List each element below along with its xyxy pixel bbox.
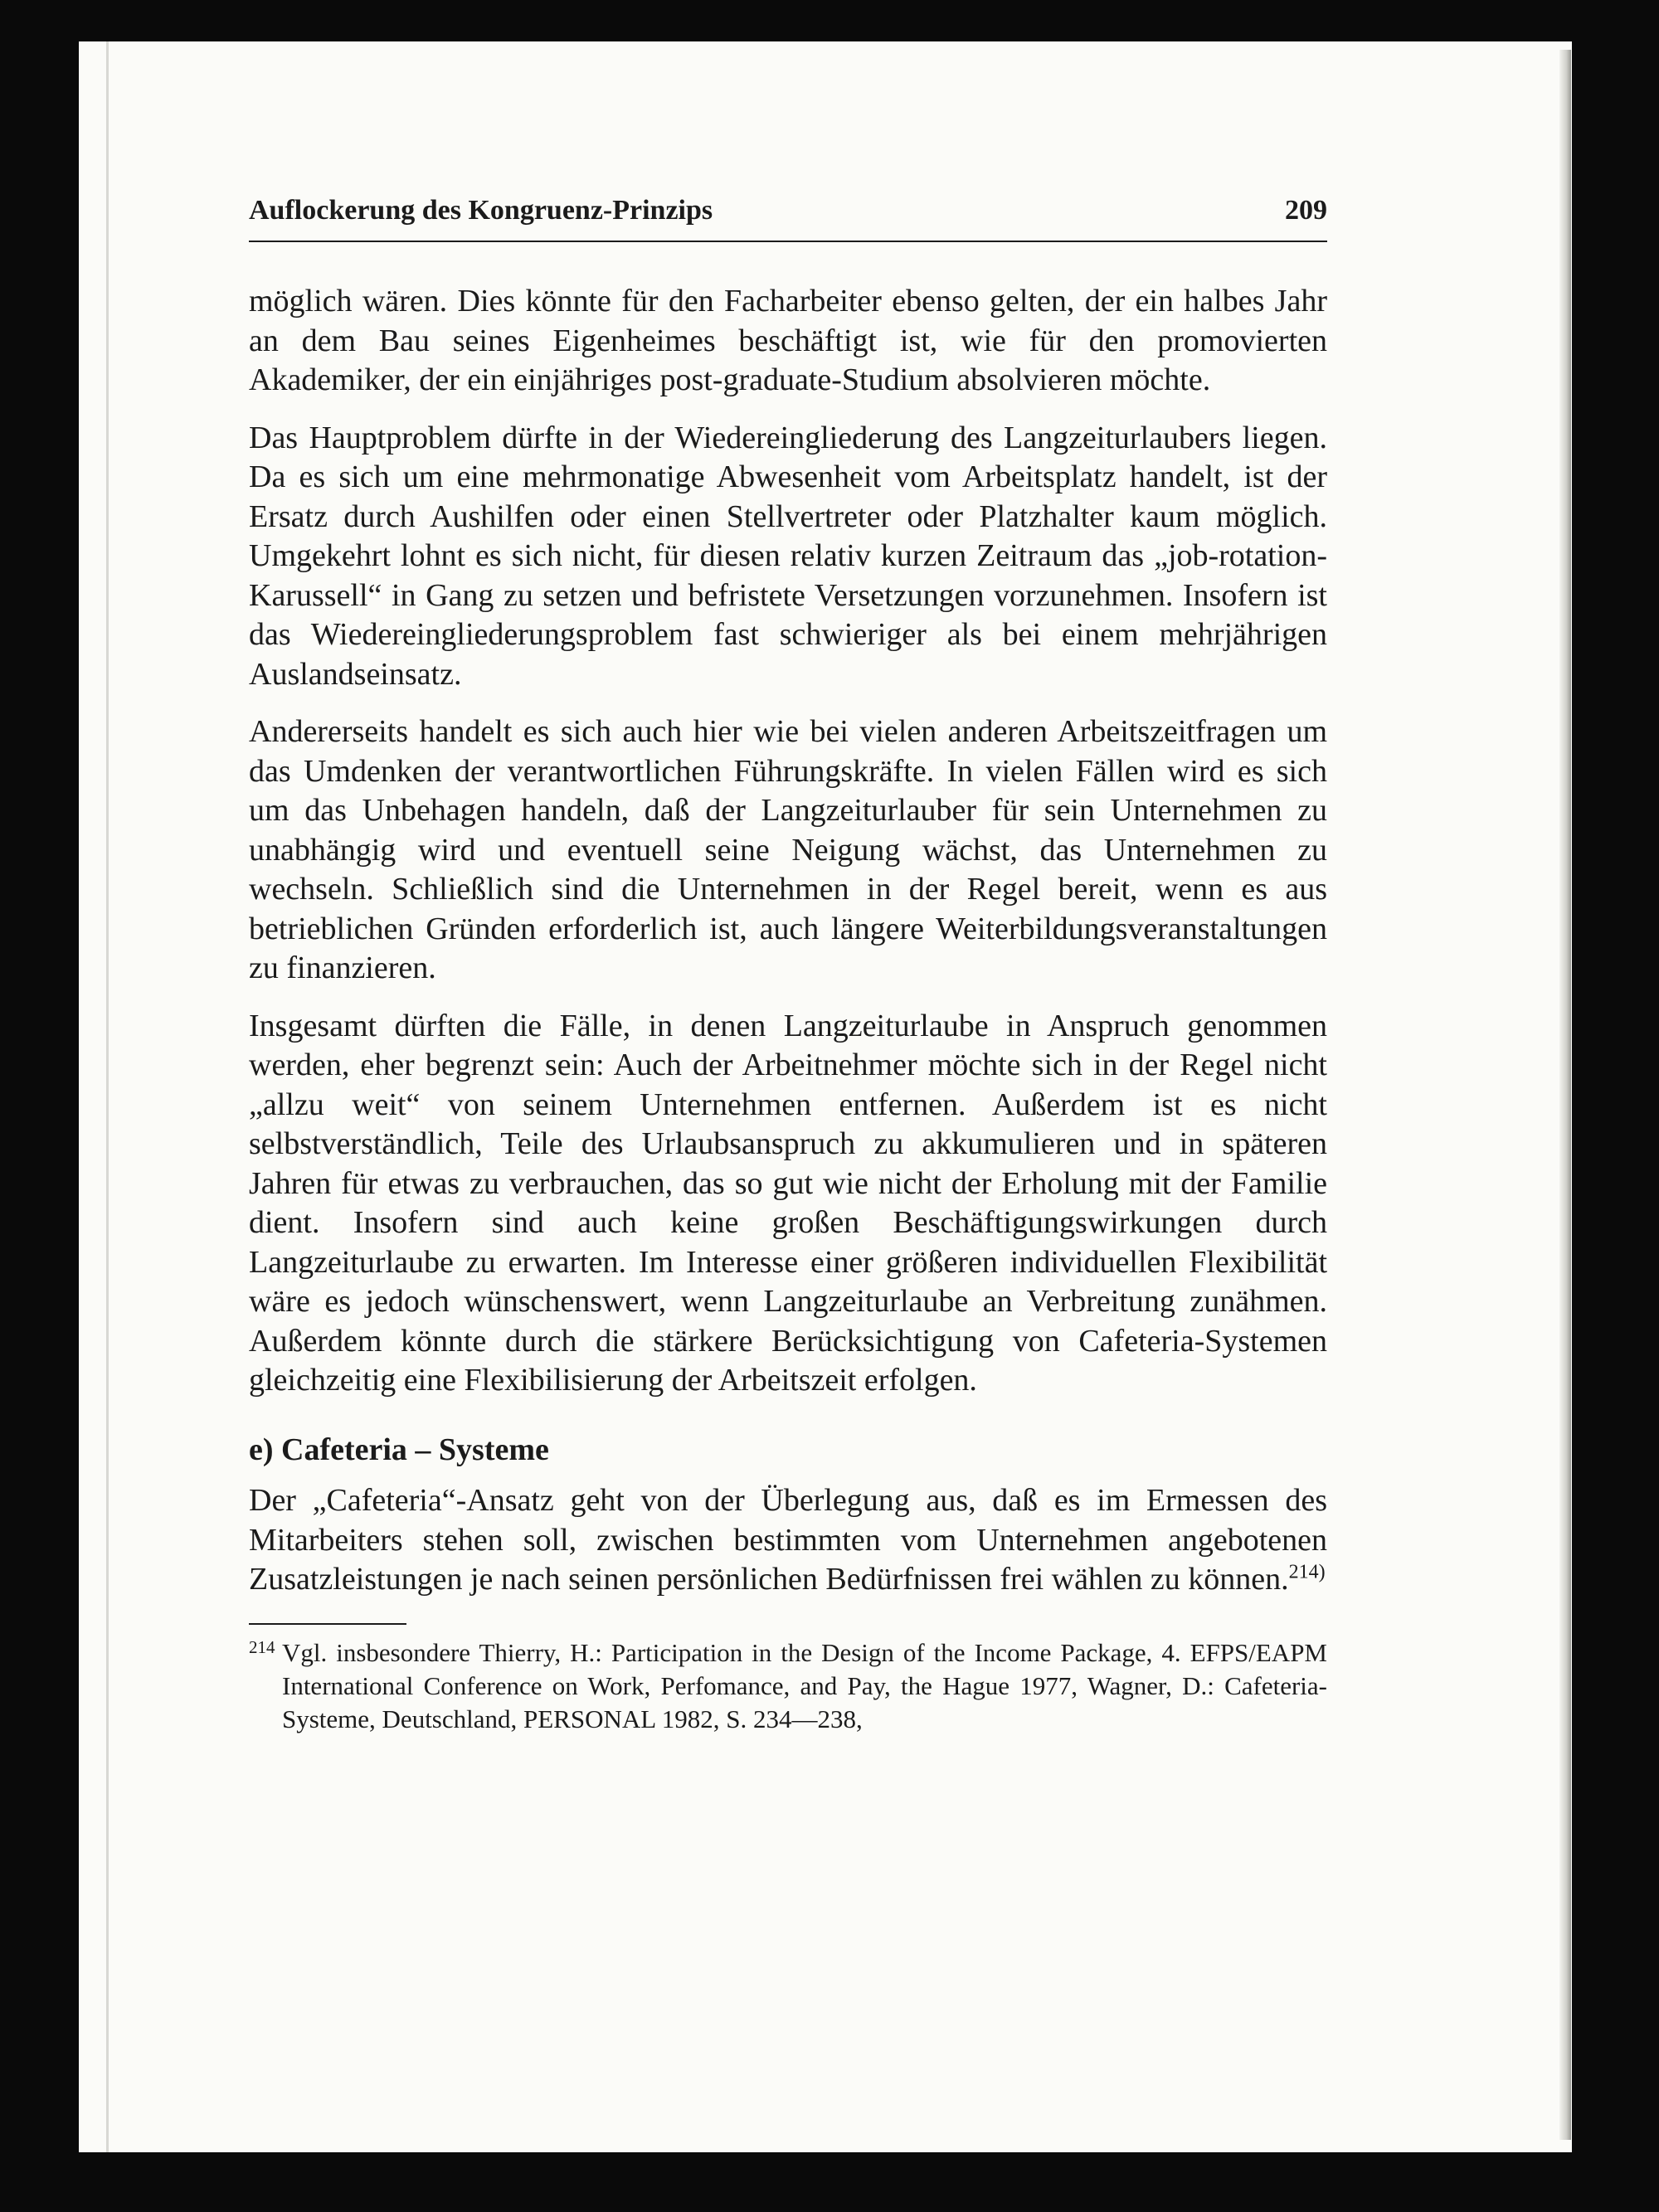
footnote-text: Vgl. insbesondere Thierry, H.: Participation in the Design of the Income Package, 4. EFPS/EAPM International Conference on Work, Perfomance, and Pay, the Hague 1977, Wagner, D.: Cafeteria-Systeme, Deutschland, PERSONAL 1982, S. 234—238,	[282, 1637, 1327, 1733]
running-head	[249, 195, 1327, 242]
footnote	[249, 1636, 1327, 1736]
footnote-separator	[249, 1623, 406, 1625]
body-paragraph-3: Andererseits handelt es sich auch hier wie bei vielen anderen Arbeitszeitfragen um das Umdenken der verantwortlichen Führungskräfte. In vielen Fällen wird es sich um das Unbehagen handeln, daß der Langzeiturlauber für sein Unternehmen zu unabhängig wird und eventuell seine Neigung wächst, das Unternehmen zu wechseln. Schließlich sind die Unternehmen in der Regel bereit, wenn es aus betrieblichen Gründen erforderlich ist, auch längere Weiterbildungsveranstaltungen zu finanzieren.	[249, 714, 1327, 986]
page-binding-edge	[106, 41, 109, 2152]
body-paragraph-2: Das Hauptproblem dürfte in der Wiedereingliederung des Langzeiturlaubers liegen. Da es sich um eine mehrmonatige Abwesenheit vom Arbeitsplatz handelt, ist der Ersatz durch Aushilfen oder einen Stellvertreter oder Platzhalter kaum möglich. Umgekehrt lohnt es sich nicht, für diesen relativ kurzen Zeitraum das „job-rotation-Karussell“ in Gang zu setzen und befristete Versetzungen vorzunehmen. Insofern ist das Wiedereingliederungsproblem fast schwieriger als bei einem mehrjährigen Auslandseinsatz.	[249, 420, 1327, 692]
page-number: 209	[1285, 195, 1327, 226]
section-paragraph-text: Der „Cafeteria“-Ansatz geht von der Überlegung aus, daß es im Ermessen des Mitarbeiters stehen soll, zwischen bestimmten vom Unternehmen angebotenen Zusatzleistungen je nach seinen persönlichen Bedürfnissen frei wählen zu können.	[249, 1483, 1327, 1597]
body-paragraph-4: Insgesamt dürften die Fälle, in denen Langzeiturlaube in Anspruch genommen werden, eher begrenzt sein: Auch der Arbeitnehmer möchte sich in der Regel nicht „allzu weit“ von seinem Unternehmen entfernen. Außerdem ist es nicht selbstverständlich, Teile des Urlaubsanspruch zu akkumulieren und in späteren Jahren für etwas zu verbrauchen, das so gut wie nicht der Erholung mit der Familie dient. Insofern sind auch keine großen Beschäftigungswirkungen durch Langzeiturlaube zu erwarten. Im Interesse einer größeren individuellen Flexibilität wäre es jedoch wünschenswert, wenn Langzeiturlaube an Verbreitung zunähmen. Außerdem könnte durch die stärkere Berücksichtigung von Cafeteria-Systemen gleichzeitig eine Flexibilisierung der Arbeitszeit erfolgen.	[249, 1008, 1327, 1398]
footnote-reference: 214)	[1288, 1561, 1326, 1583]
running-head-title: Auflockerung des Kongruenz-Prinzips	[249, 195, 713, 226]
page-edge-shadow	[1559, 50, 1571, 2140]
section-paragraph	[249, 1481, 1327, 1600]
page-content	[249, 195, 1327, 1736]
footnote-number: 214	[249, 1636, 275, 1657]
section-heading: e) Cafeteria – Systeme	[249, 1432, 549, 1467]
body-paragraph-1: möglich wären. Dies könnte für den Facharbeiter ebenso gelten, der ein halbes Jahr an dem Bau seines Eigenheimes beschäftigt ist, wie für den promovierten Akademiker, der ein einjähriges post-graduate-Studium absolvieren möchte.	[249, 284, 1327, 398]
